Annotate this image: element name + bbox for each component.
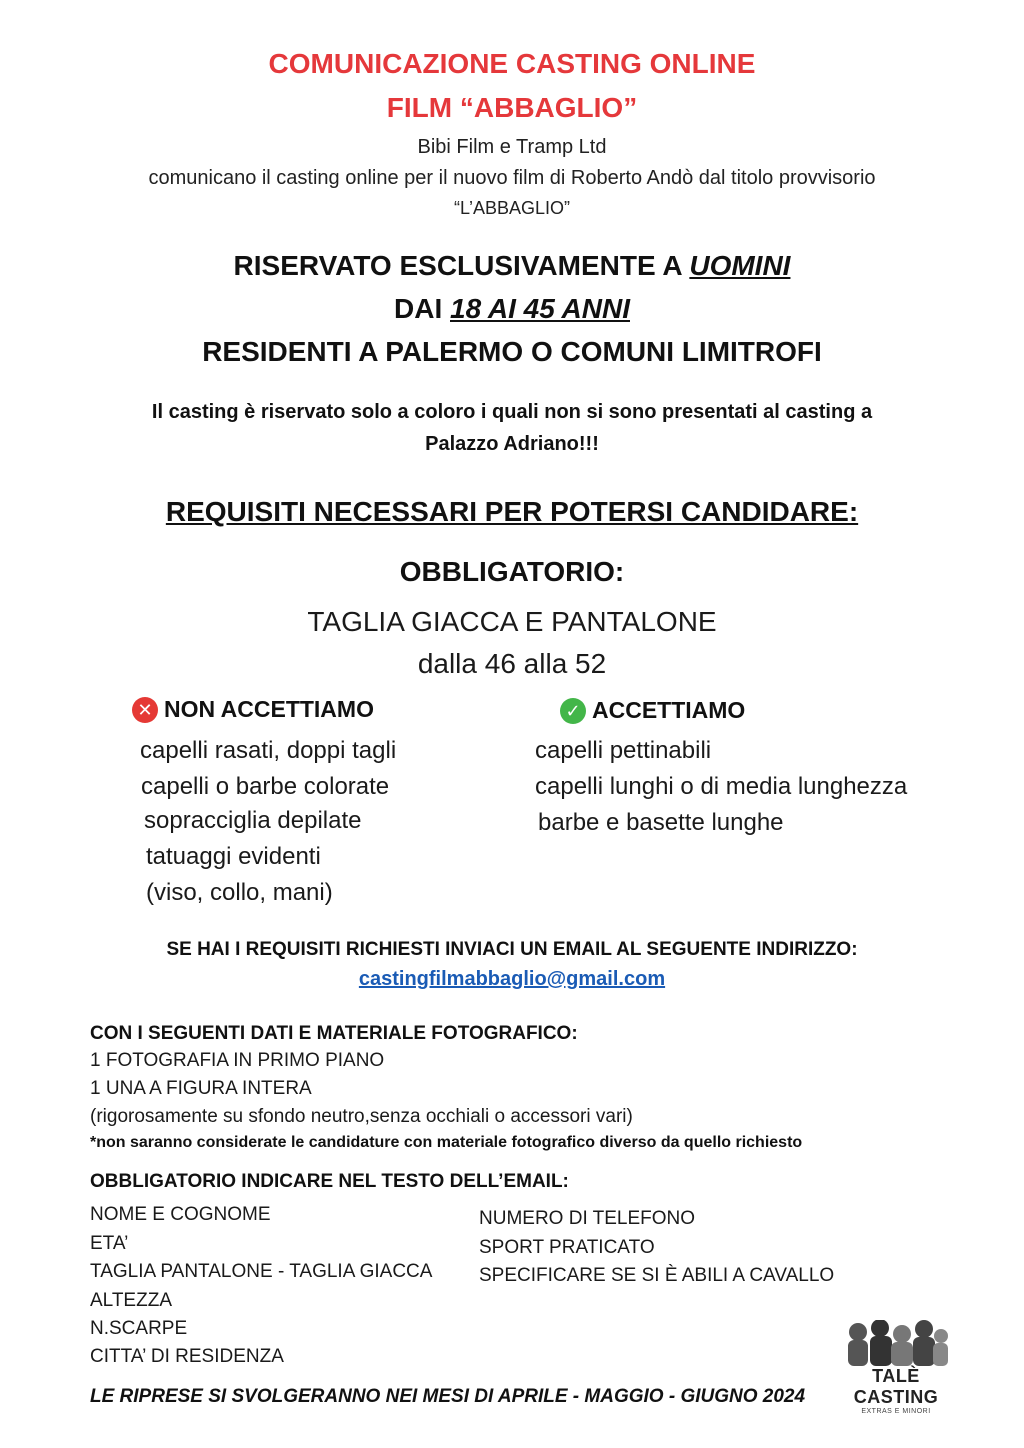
not-accepted-title: NON ACCETTIAMO [164,696,374,722]
email-field-item: ETA’ [90,1233,129,1254]
photo-item: 1 UNA A FIGURA INTERA [90,1078,312,1099]
logo-title: TALÈ CASTING [853,1366,939,1407]
email-fields-heading: OBBLIGATORIO INDICARE NEL TESTO DELL’EMAIL: [90,1171,569,1192]
email-row [0,968,1024,991]
photo-item: 1 FOTOGRAFIA IN PRIMO PIANO [90,1050,385,1071]
eligibility-note-line-2: Palazzo Adriano!!! [425,433,599,455]
accepted-item: capelli pettinabili [535,737,712,764]
title-line-1: COMUNICAZIONE CASTING ONLINE [268,48,756,79]
size-line-1: TAGLIA GIACCA E PANTALONE [307,606,717,637]
not-accepted-item: capelli o barbe colorate [141,773,390,800]
photo-item: (rigorosamente su sfondo neutro,senza occhiali o accessori vari) [90,1106,633,1127]
accepted-item: capelli lunghi o di media lunghezza [535,773,908,800]
crowd-silhouette-icon [844,1320,948,1366]
email-field-item: NUMERO DI TELEFONO [479,1208,696,1229]
mandatory-label: OBBLIGATORIO: [399,556,625,587]
size-line-2: dalla 46 alla 52 [417,648,607,679]
not-accepted-item: capelli rasati, doppi tagli [140,737,397,764]
eligibility-residence: RESIDENTI A PALERMO O COMUNI LIMITROFI [202,336,822,367]
accepted-title: ACCETTIAMO [592,697,746,723]
email-field-item: SPORT PRATICATO [479,1237,655,1258]
eligibility-age-prefix: DAI [394,293,450,324]
requirements-heading: REQUISITI NECESSARI PER POTERSI CANDIDARE: [165,496,859,527]
intro-text: comunicano il casting online per il nuovo film di Roberto Andò dal titolo provvisorio [148,167,876,189]
email-link[interactable]: castingfilmabbaglio@gmail.com [358,968,666,990]
working-title: “L’ABBAGLIO” [453,198,571,218]
email-field-item: N.SCARPE [90,1318,188,1339]
not-accepted-item: sopracciglia depilate [144,807,362,834]
photo-warning: *non saranno considerate le candidature con materiale fotografico diverso da quello richiesto [90,1134,803,1151]
eligibility-gender-prefix: RISERVATO ESCLUSIVAMENTE A [233,250,690,281]
tale-casting-logo [844,1320,948,1415]
check-circle-icon: ✓ [560,698,586,724]
not-accepted-heading [132,696,374,723]
not-accepted-item: (viso, collo, mani) [146,879,333,906]
email-field-item: CITTA’ DI RESIDENZA [90,1346,284,1367]
eligibility-age-emph: 18 AI 45 ANNI [450,293,630,324]
not-accepted-item: tatuaggi evidenti [146,843,321,870]
companies: Bibi Film e Tramp Ltd [417,136,607,158]
logo-subtitle: EXTRAS E MINORI [861,1408,931,1415]
photos-heading: CON I SEGUENTI DATI E MATERIALE FOTOGRAFICO: [90,1023,578,1044]
email-field-item: TAGLIA PANTALONE - TAGLIA GIACCA [90,1261,433,1282]
eligibility-note-line-1: Il casting è riservato solo a coloro i quali non si sono presentati al casting a [151,401,873,423]
eligibility-age [0,293,1024,325]
accepted-heading [560,697,745,724]
email-field-item: SPECIFICARE SE SI È ABILI A CAVALLO [479,1265,835,1286]
email-field-item: NOME E COGNOME [90,1204,271,1225]
shooting-dates: LE RIPRESE SI SVOLGERANNO NEI MESI DI APRILE - MAGGIO - GIUGNO 2024 [90,1386,806,1407]
eligibility-gender [0,250,1024,282]
eligibility-gender-emph: UOMINI [689,250,791,281]
accepted-item: barbe e basette lunghe [538,809,784,836]
contact-instruction: SE HAI I REQUISITI RICHIESTI INVIACI UN EMAIL AL SEGUENTE INDIRIZZO: [166,939,858,960]
email-field-item: ALTEZZA [90,1290,172,1311]
title-line-2: FILM “ABBAGLIO” [386,92,638,123]
x-circle-icon: ✕ [132,697,158,723]
